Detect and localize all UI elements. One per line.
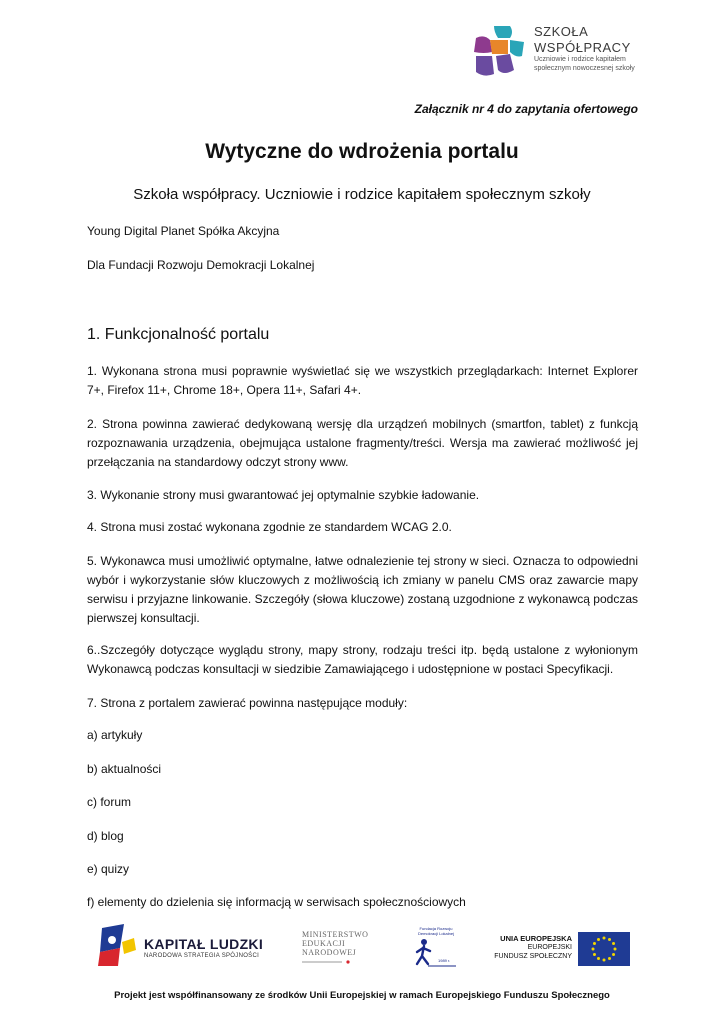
frdl-logo: [412, 926, 458, 968]
eu-star: [603, 959, 606, 962]
kapital-ludzki-emblem-icon: [98, 922, 140, 968]
module-item: b) aktualności: [87, 762, 162, 776]
footer-logos: [0, 922, 724, 970]
eu-star: [612, 942, 615, 945]
school-logo: [470, 22, 670, 82]
eu-star: [603, 937, 606, 940]
document-title: Wytyczne do wdrożenia portalu: [205, 140, 519, 163]
paragraph-4: 4. Strona musi zostać wykonana zgodnie ze standardem WCAG 2.0.: [87, 520, 452, 534]
logo-title-line2: WSPÓŁPRACY: [534, 40, 631, 55]
men-line3: NARODOWEJ: [302, 948, 357, 957]
logo-subtitle-line1: Uczniowie i rodzice kapitałem: [534, 56, 626, 63]
men-line2: EDUKACJI: [302, 939, 346, 948]
eu-logo: [494, 932, 630, 966]
kapital-ludzki-subtitle: NARODOWA STRATEGIA SPÓJNOŚCI: [144, 953, 260, 959]
eu-flag-icon: [578, 932, 630, 966]
eu-star: [597, 957, 600, 960]
men-logo: [302, 930, 382, 966]
paragraph-3: 3. Wykonanie strony musi gwarantować jej optymalnie szybkie ładowanie.: [87, 488, 480, 502]
eu-star: [608, 938, 611, 941]
recipient-name: Dla Fundacji Rozwoju Demokracji Lokalnej: [87, 258, 315, 272]
eu-star: [597, 938, 600, 941]
module-item: a) artykuły: [87, 728, 143, 742]
paragraph-5: 5. Wykonawca musi umożliwić optymalne, łatwe odnalezienie tej strony w sieci. Oznacza to odpowiedni wybór i wykorzystanie słów kluczowych z możliwością ich zmiany w panelu CMS oraz zawarcie mapy serwisu i przyjazne linkowanie. Szczegóły (słowa kluczowe) zostaną uzgodnione z wykonawcą podczas pierwszej konsultacji.: [87, 554, 638, 625]
logo-subtitle-line2: społecznym nowoczesnej szkoły: [534, 64, 635, 72]
eu-line2: EUROPEJSKI: [527, 944, 572, 951]
company-name: Young Digital Planet Spółka Akcyjna: [87, 224, 280, 238]
logo-title-line1: SZKOŁA: [534, 24, 589, 39]
paragraph-2: 2. Strona powinna zawierać dedykowaną wersję dla urządzeń mobilnych (smartfon, tablet) z funkcją rozpoznawania urządzenia, obejmująca ustalone fragmenty/treści. Wersja ma zawierać możliwość jej przełączania na standardowy odczyt strony www.: [87, 417, 638, 469]
eu-star: [614, 948, 617, 951]
eu-star: [593, 953, 596, 956]
document-subtitle: Szkoła współpracy. Uczniowie i rodzice kapitałem społecznym szkoły: [133, 186, 591, 203]
eu-main-label: UNIA EUROPEJSKA: [500, 934, 572, 943]
eu-stars-icon: [578, 932, 630, 966]
footer-note: Projekt jest współfinansowany ze środków Unii Europejskiej w ramach Europejskiego Funduszu Społecznego: [114, 990, 610, 1001]
module-item: d) blog: [87, 829, 124, 843]
men-line1: MINISTERSTWO: [302, 930, 369, 939]
walking-figure-icon: [412, 926, 458, 968]
kapital-ludzki-title: KAPITAŁ LUDZKI: [144, 936, 264, 952]
attachment-note: Załącznik nr 4 do zapytania ofertowego: [414, 102, 638, 116]
kapital-ludzki-logo: [98, 922, 268, 968]
men-underline-icon: [302, 960, 362, 964]
paragraph-7: 7. Strona z portalem zawierać powinna następujące moduły:: [87, 696, 408, 710]
eu-line3: FUNDUSZ SPOŁECZNY: [494, 953, 572, 960]
section-heading: 1. Funkcjonalność portalu: [87, 326, 270, 343]
eu-star: [612, 953, 615, 956]
module-item: e) quizy: [87, 862, 130, 876]
eu-star: [593, 942, 596, 945]
frdl-name: Fundacja Rozwoju Demokracji Lokalnej: [417, 926, 454, 936]
eu-star: [592, 948, 595, 951]
puzzle-logo-icon: [470, 24, 526, 80]
frdl-year: 1989 r.: [438, 958, 451, 963]
module-item: f) elementy do dzielenia się informacją w serwisach społecznościowych: [87, 895, 466, 909]
paragraph-6: 6..Szczegóły dotyczące wyglądu strony, mapy strony, rodzaju treści itp. będą ustalone z wyłonionym Wykonawcą podczas konsultacji w siedzibie Zamawiającego i udostępnione w postaci Specyfikacji.: [87, 643, 638, 676]
module-item: c) forum: [87, 795, 132, 809]
eu-star: [608, 957, 611, 960]
paragraph-1: 1. Wykonana strona musi poprawnie wyświetlać się we wszystkich przeglądarkach: Internet Explorer 7+, Firefox 11+, Chrome 18+, Opera 11+, Safari 4+.: [87, 364, 638, 397]
